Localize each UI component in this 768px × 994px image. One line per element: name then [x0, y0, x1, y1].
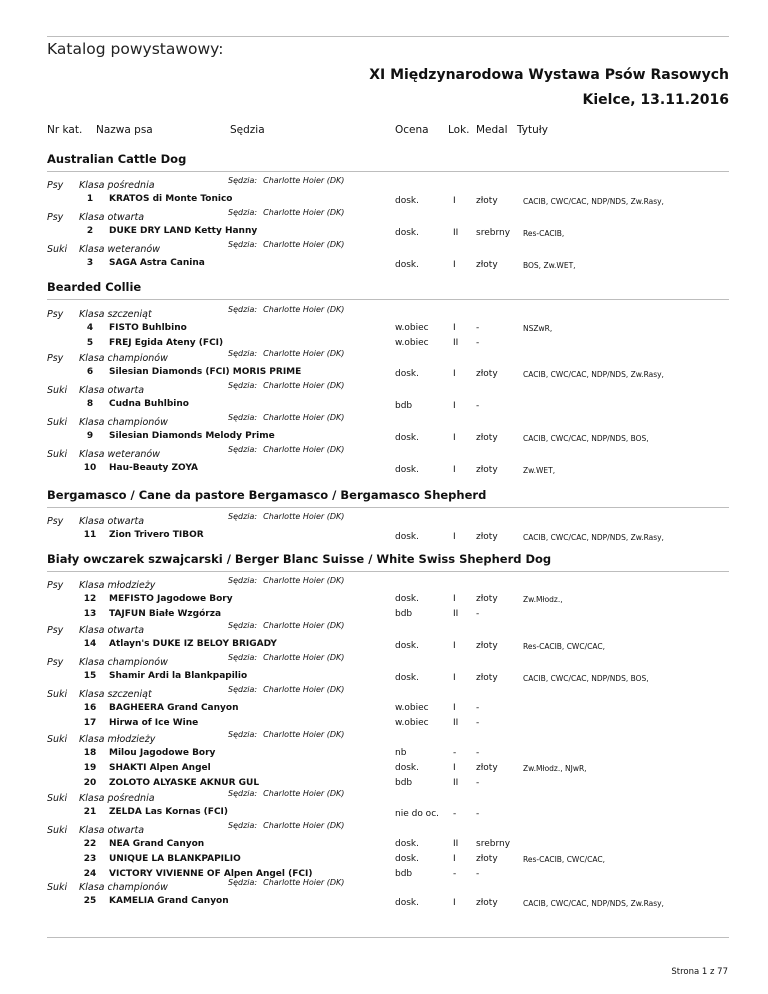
class-label: Klasa weteranów [79, 244, 160, 255]
catalog-number: 19 [83, 763, 97, 773]
dog-name: FREJ Egida Ateny (FCI) [109, 338, 224, 348]
dog-name: KRATOS di Monte Tonico [109, 194, 233, 204]
breed-heading: Bergamasco / Cane da pastore Bergamasco / Bergamasco Shepherd [47, 488, 487, 502]
titles: BOS, Zw.WET, [523, 261, 576, 270]
dog-name: NEA Grand Canyon [109, 839, 205, 849]
medal: złoty [476, 260, 498, 270]
sex-label: Psy [47, 516, 64, 527]
catalog-number: 13 [83, 609, 97, 619]
judge-label [228, 512, 344, 521]
medal: złoty [476, 594, 498, 604]
dog-name: Cudna Buhlbino [109, 399, 189, 409]
judge-name: Charlotte Hoier (DK) [263, 381, 345, 390]
dog-name: MEFISTO Jagodowe Bory [109, 594, 233, 604]
judge-name: Charlotte Hoier (DK) [263, 208, 345, 217]
catalog-number: 2 [86, 226, 94, 236]
medal: - [476, 401, 480, 411]
judge-prefix: Sędzia: [228, 789, 258, 798]
class-label: Klasa championów [79, 882, 168, 893]
rating: dosk. [395, 433, 419, 443]
dog-name: Milou Jagodowe Bory [109, 748, 216, 758]
medal: - [476, 718, 480, 728]
medal: złoty [476, 898, 498, 908]
col-header-nr: Nr kat. [47, 124, 83, 136]
placement: I [453, 433, 456, 443]
titles: Zw.Młodz., [523, 595, 563, 604]
rating: nb [395, 748, 407, 758]
dog-name: Silesian Diamonds (FCI) MORIS PRIME [109, 367, 302, 377]
medal: - [476, 323, 480, 333]
judge-name: Charlotte Hoier (DK) [263, 685, 345, 694]
judge-prefix: Sędzia: [228, 621, 258, 630]
top-rule [47, 36, 729, 37]
judge-label [228, 789, 344, 798]
dog-name: UNIQUE LA BLANKPAPILIO [109, 854, 241, 864]
judge-name: Charlotte Hoier (DK) [263, 789, 345, 798]
breed-heading: Bearded Collie [47, 280, 142, 294]
class-label: Klasa otwarta [79, 625, 145, 636]
judge-name: Charlotte Hoier (DK) [263, 176, 345, 185]
rating: bdb [395, 778, 413, 788]
class-label: Klasa championów [79, 417, 168, 428]
rating: dosk. [395, 228, 419, 238]
judge-label [228, 576, 344, 585]
catalog-number: 10 [83, 463, 97, 473]
rating: bdb [395, 401, 413, 411]
rating: w.obiec [395, 703, 429, 713]
titles: CACIB, CWC/CAC, NDP/NDS, Zw.Rasy, [523, 370, 664, 379]
judge-prefix: Sędzia: [228, 445, 258, 454]
judge-label [228, 208, 344, 217]
dog-name: Zion Trivero TIBOR [109, 530, 204, 540]
placement: II [453, 228, 459, 238]
judge-name: Charlotte Hoier (DK) [263, 512, 345, 521]
rating: w.obiec [395, 323, 429, 333]
judge-label [228, 821, 344, 830]
class-label: Klasa pośrednia [79, 793, 155, 804]
judge-label [228, 381, 344, 390]
judge-prefix: Sędzia: [228, 576, 258, 585]
rating: dosk. [395, 839, 419, 849]
rating: dosk. [395, 594, 419, 604]
judge-label [228, 349, 344, 358]
dog-name: VICTORY VIVIENNE OF Alpen Angel (FCI) [109, 869, 313, 879]
sex-label: Suki [47, 417, 68, 428]
judge-label [228, 685, 344, 694]
dog-name: ZOLOTO ALYASKE AKNUR GUL [109, 778, 260, 788]
judge-prefix: Sędzia: [228, 685, 258, 694]
class-label: Klasa otwarta [79, 825, 145, 836]
sex-label: Psy [47, 657, 64, 668]
judge-name: Charlotte Hoier (DK) [263, 730, 345, 739]
dog-name: KAMELIA Grand Canyon [109, 896, 229, 906]
placement: I [453, 532, 456, 542]
rating: dosk. [395, 854, 419, 864]
dog-name: Atlayn's DUKE IZ BELOY BRIGADY [109, 639, 277, 649]
medal: - [476, 703, 480, 713]
dog-name: Shamir Ardi la Blankpapilio [109, 671, 248, 681]
judge-name: Charlotte Hoier (DK) [263, 305, 345, 314]
sex-label: Suki [47, 882, 68, 893]
catalog-number: 16 [83, 703, 97, 713]
titles: CACIB, CWC/CAC, NDP/NDS, Zw.Rasy, [523, 533, 664, 542]
placement: I [453, 369, 456, 379]
placement: I [453, 673, 456, 683]
sex-label: Psy [47, 212, 64, 223]
placement: II [453, 609, 459, 619]
rating: bdb [395, 609, 413, 619]
sex-label: Suki [47, 689, 68, 700]
catalog-number: 17 [83, 718, 97, 728]
sex-label: Psy [47, 580, 64, 591]
breed-rule [47, 571, 729, 572]
class-label: Klasa championów [79, 353, 168, 364]
catalog-number: 15 [83, 671, 97, 681]
judge-prefix: Sędzia: [228, 381, 258, 390]
col-header-ocena: Ocena [395, 124, 429, 136]
col-header-titles: Tytuły [517, 124, 548, 136]
titles: CACIB, CWC/CAC, NDP/NDS, Zw.Rasy, [523, 899, 664, 908]
medal: złoty [476, 196, 498, 206]
judge-name: Charlotte Hoier (DK) [263, 349, 345, 358]
judge-prefix: Sędzia: [228, 240, 258, 249]
titles: Res-CACIB, [523, 229, 565, 238]
catalog-number: 23 [83, 854, 97, 864]
judge-prefix: Sędzia: [228, 413, 258, 422]
catalog-number: 8 [86, 399, 94, 409]
medal: złoty [476, 433, 498, 443]
judge-prefix: Sędzia: [228, 730, 258, 739]
judge-label [228, 445, 344, 454]
placement: I [453, 323, 456, 333]
sex-label: Psy [47, 625, 64, 636]
titles: Zw.WET, [523, 466, 556, 475]
breed-heading: Australian Cattle Dog [47, 152, 187, 166]
titles: Res-CACIB, CWC/CAC, [523, 855, 605, 864]
medal: złoty [476, 763, 498, 773]
dog-name: BAGHEERA Grand Canyon [109, 703, 239, 713]
judge-name: Charlotte Hoier (DK) [263, 576, 345, 585]
class-label: Klasa otwarta [79, 516, 145, 527]
catalog-number: 4 [86, 323, 94, 333]
judge-prefix: Sędzia: [228, 208, 258, 217]
catalog-number: 9 [86, 431, 94, 441]
class-label: Klasa szczeniąt [79, 309, 152, 320]
rating: bdb [395, 869, 413, 879]
class-label: Klasa szczeniąt [79, 689, 152, 700]
placement: I [453, 594, 456, 604]
placement: I [453, 641, 456, 651]
judge-prefix: Sędzia: [228, 349, 258, 358]
titles: CACIB, CWC/CAC, NDP/NDS, Zw.Rasy, [523, 197, 664, 206]
placement: - [453, 748, 457, 758]
breed-rule [47, 171, 729, 172]
placement: I [453, 401, 456, 411]
rating: dosk. [395, 898, 419, 908]
judge-prefix: Sędzia: [228, 878, 258, 887]
sex-label: Suki [47, 385, 68, 396]
catalog-number: 22 [83, 839, 97, 849]
col-header-judge: Sędzia [230, 124, 265, 136]
breed-heading: Biały owczarek szwajcarski / Berger Blanc Suisse / White Swiss Shepherd Dog [47, 552, 552, 566]
placement: I [453, 854, 456, 864]
sex-label: Suki [47, 793, 68, 804]
medal: złoty [476, 369, 498, 379]
medal: - [476, 748, 480, 758]
class-label: Klasa młodzieży [79, 734, 156, 745]
placement: I [453, 260, 456, 270]
placement: I [453, 763, 456, 773]
judge-name: Charlotte Hoier (DK) [263, 878, 345, 887]
titles: NSZwR, [523, 324, 553, 333]
placement: II [453, 778, 459, 788]
dog-name: Hirwa of Ice Wine [109, 718, 199, 728]
sex-label: Suki [47, 449, 68, 460]
catalog-number: 18 [83, 748, 97, 758]
judge-prefix: Sędzia: [228, 821, 258, 830]
placement: I [453, 898, 456, 908]
sex-label: Psy [47, 309, 64, 320]
class-label: Klasa otwarta [79, 212, 145, 223]
class-label: Klasa pośrednia [79, 180, 155, 191]
dog-name: SHAKTI Alpen Angel [109, 763, 211, 773]
placement: I [453, 196, 456, 206]
sex-label: Suki [47, 244, 68, 255]
dog-name: Hau-Beauty ZOYA [109, 463, 198, 473]
rating: dosk. [395, 641, 419, 651]
col-header-lok: Lok. [448, 124, 470, 136]
judge-prefix: Sędzia: [228, 653, 258, 662]
titles: CACIB, CWC/CAC, NDP/NDS, BOS, [523, 434, 649, 443]
medal: - [476, 869, 480, 879]
catalog-number: 6 [86, 367, 94, 377]
catalog-number: 21 [83, 807, 97, 817]
titles: CACIB, CWC/CAC, NDP/NDS, BOS, [523, 674, 649, 683]
medal: złoty [476, 673, 498, 683]
placement: II [453, 718, 459, 728]
placement: I [453, 703, 456, 713]
medal: złoty [476, 465, 498, 475]
judge-label [228, 653, 344, 662]
catalog-number: 20 [83, 778, 97, 788]
rating: dosk. [395, 369, 419, 379]
sex-label: Psy [47, 353, 64, 364]
judge-label [228, 621, 344, 630]
class-label: Klasa weteranów [79, 449, 160, 460]
medal: złoty [476, 532, 498, 542]
catalog-number: 1 [86, 194, 94, 204]
dog-name: Silesian Diamonds Melody Prime [109, 431, 275, 441]
rating: dosk. [395, 763, 419, 773]
page-number: Strona 1 z 77 [671, 967, 728, 977]
catalog-number: 14 [83, 639, 97, 649]
dog-name: DUKE DRY LAND Ketty Hanny [109, 226, 258, 236]
catalog-number: 12 [83, 594, 97, 604]
catalog-number: 3 [86, 258, 94, 268]
rating: dosk. [395, 196, 419, 206]
placement: - [453, 809, 457, 819]
judge-label [228, 413, 344, 422]
judge-label [228, 240, 344, 249]
event-title: XI Międzynarodowa Wystawa Psów Rasowych [369, 67, 729, 83]
rating: dosk. [395, 260, 419, 270]
rating: dosk. [395, 532, 419, 542]
catalog-number: 24 [83, 869, 97, 879]
medal: - [476, 609, 480, 619]
judge-name: Charlotte Hoier (DK) [263, 621, 345, 630]
medal: srebrny [476, 228, 511, 238]
medal: - [476, 338, 480, 348]
placement: - [453, 869, 457, 879]
rating: w.obiec [395, 718, 429, 728]
medal: - [476, 809, 480, 819]
breed-rule [47, 507, 729, 508]
catalog-number: 5 [86, 338, 94, 348]
judge-label [228, 176, 344, 185]
medal: złoty [476, 641, 498, 651]
rating: dosk. [395, 673, 419, 683]
breed-rule [47, 299, 729, 300]
judge-label [228, 878, 344, 887]
dog-name: ZELDA Las Kornas (FCI) [109, 807, 229, 817]
judge-prefix: Sędzia: [228, 176, 258, 185]
event-place-date: Kielce, 13.11.2016 [582, 92, 729, 108]
judge-name: Charlotte Hoier (DK) [263, 240, 345, 249]
class-label: Klasa otwarta [79, 385, 145, 396]
rating: dosk. [395, 465, 419, 475]
dog-name: FISTO Buhlbino [109, 323, 187, 333]
sex-label: Psy [47, 180, 64, 191]
col-header-name: Nazwa psa [96, 124, 153, 136]
judge-prefix: Sędzia: [228, 305, 258, 314]
placement: I [453, 465, 456, 475]
titles: Zw.Młodz., NJwR, [523, 764, 587, 773]
placement: II [453, 338, 459, 348]
judge-label [228, 305, 344, 314]
judge-name: Charlotte Hoier (DK) [263, 413, 345, 422]
judge-prefix: Sędzia: [228, 512, 258, 521]
sex-label: Suki [47, 734, 68, 745]
medal: srebrny [476, 839, 511, 849]
class-label: Klasa championów [79, 657, 168, 668]
dog-name: SAGA Astra Canina [109, 258, 205, 268]
bottom-rule [47, 937, 729, 938]
judge-name: Charlotte Hoier (DK) [263, 653, 345, 662]
class-label: Klasa młodzieży [79, 580, 156, 591]
sex-label: Suki [47, 825, 68, 836]
titles: Res-CACIB, CWC/CAC, [523, 642, 605, 651]
rating: nie do oc. [395, 809, 439, 819]
dog-name: TAJFUN Białe Wzgórza [109, 609, 222, 619]
judge-name: Charlotte Hoier (DK) [263, 821, 345, 830]
medal: złoty [476, 854, 498, 864]
catalog-title: Katalog powystawowy: [47, 40, 224, 58]
catalog-number: 25 [83, 896, 97, 906]
col-header-medal: Medal [476, 124, 508, 136]
judge-label [228, 730, 344, 739]
catalog-number: 11 [83, 530, 97, 540]
rating: w.obiec [395, 338, 429, 348]
placement: II [453, 839, 459, 849]
medal: - [476, 778, 480, 788]
judge-name: Charlotte Hoier (DK) [263, 445, 345, 454]
